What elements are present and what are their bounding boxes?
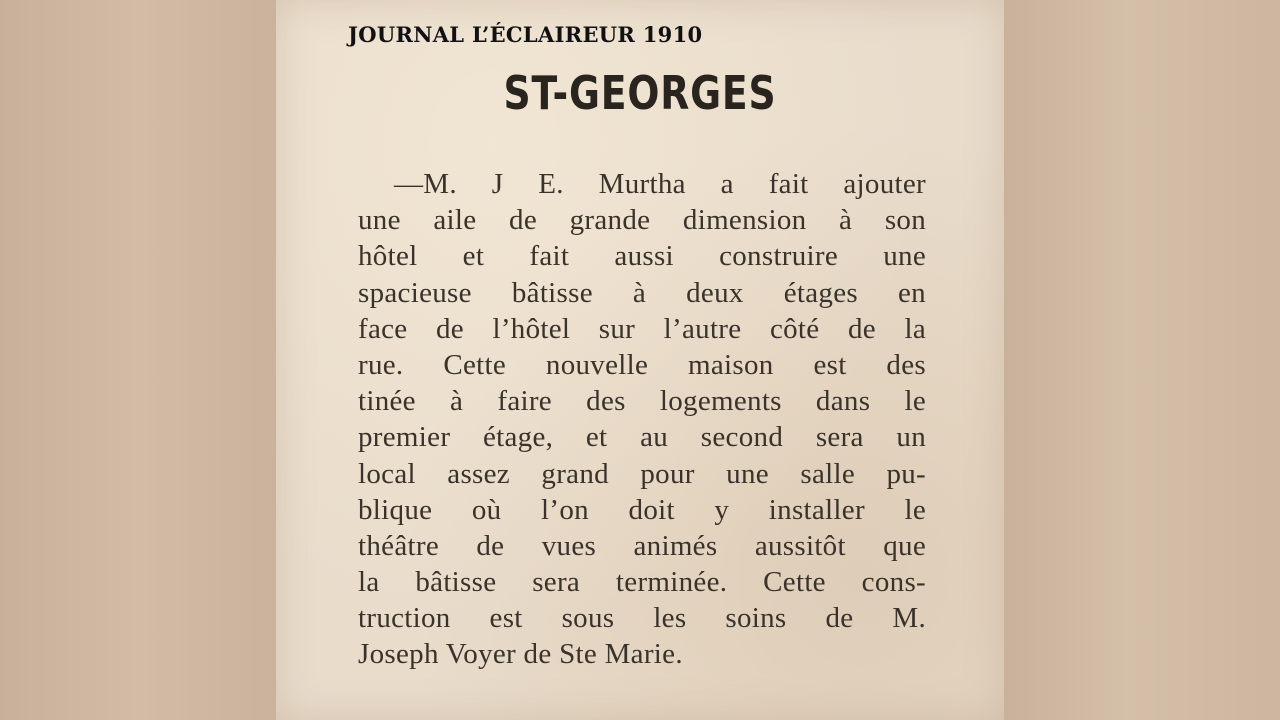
article-line: hôtel et fait aussi construire une [358,240,926,273]
article-line: théâtre de vues animés aussitôt que [358,529,926,562]
article-line: blique où l’on doit y installer le [358,493,926,526]
background-right [1004,0,1280,720]
article-line: face de l’hôtel sur l’autre côté de la [358,312,926,345]
newspaper-clipping [276,0,1004,720]
background-left [0,0,276,720]
article-line: spacieuse bâtisse à deux étages en [358,276,926,309]
article-line: local assez grand pour une salle pu- [358,457,926,490]
headline: ST-GEORGES [503,66,777,120]
article-body [358,166,926,673]
article-line: truction est sous les soins de M. [358,602,926,635]
article-line: Joseph Voyer de Ste Marie. [358,638,683,671]
article-line: rue. Cette nouvelle maison est des [358,348,926,381]
article-line: la bâtisse sera terminée. Cette cons- [358,566,926,599]
article-line: premier étage, et au second sera un [358,421,926,454]
article-line: tinée à faire des logements dans le [358,385,926,418]
journal-label: JOURNAL L’ÉCLAIREUR 1910 [348,22,703,47]
article-line: —M. J E. Murtha a fait ajouter [394,168,926,200]
article-line: une aile de grande dimension à son [358,204,926,237]
